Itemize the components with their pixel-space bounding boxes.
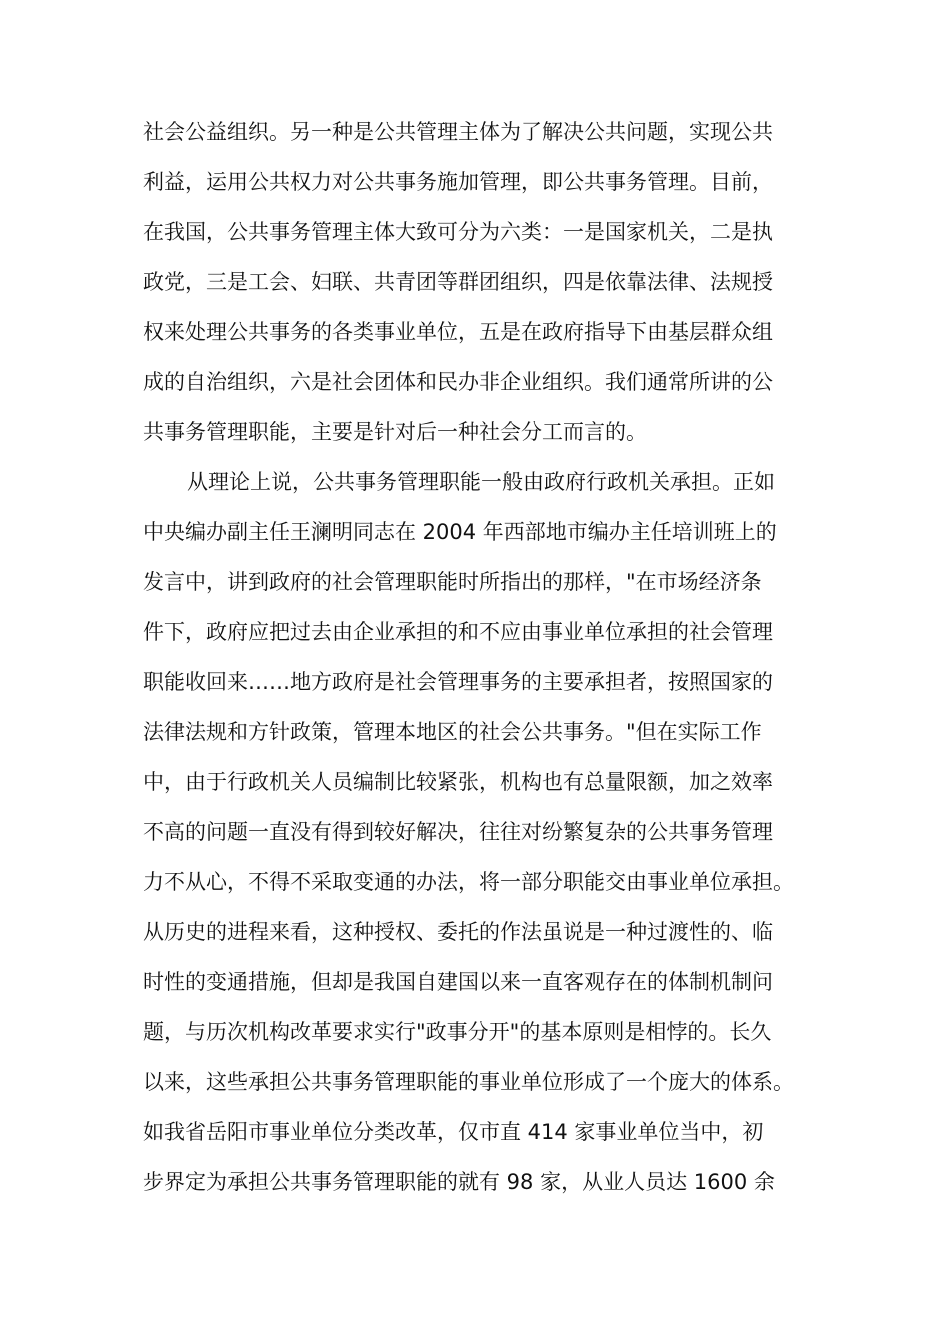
text-line: 步界定为承担公共事务管理职能的就有 98 家，从业人员达 1600 余: [143, 1170, 775, 1194]
text-line: 共事务管理职能，主要是针对后一种社会分工而言的。: [143, 420, 647, 444]
text-line: 发言中，讲到政府的社会管理职能时所指出的那样，"在市场经济条: [143, 570, 762, 594]
text-line: 成的自治组织，六是社会团体和民办非企业组织。我们通常所讲的公: [143, 370, 773, 394]
text-line: 职能收回来……地方政府是社会管理事务的主要承担者，按照国家的: [143, 670, 773, 694]
text-line: 中，由于行政机关人员编制比较紧张，机构也有总量限额，加之效率: [143, 770, 773, 794]
text-line: 以来，这些承担公共事务管理职能的事业单位形成了一个庞大的体系。: [143, 1070, 794, 1094]
text-line: 不高的问题一直没有得到较好解决，往往对纷繁复杂的公共事务管理: [143, 820, 773, 844]
text-line: 在我国，公共事务管理主体大致可分为六类：一是国家机关，二是执: [143, 220, 773, 244]
text-line: 时性的变通措施，但却是我国自建国以来一直客观存在的体制机制问: [143, 970, 773, 994]
text-line: 力不从心，不得不采取变通的办法，将一部分职能交由事业单位承担。: [143, 870, 794, 894]
text-line: 件下，政府应把过去由企业承担的和不应由事业单位承担的社会管理: [143, 620, 773, 644]
text-line: 题，与历次机构改革要求实行"政事分开"的基本原则是相悖的。长久: [143, 1020, 772, 1044]
text-line: 从历史的进程来看，这种授权、委托的作法虽说是一种过渡性的、临: [143, 920, 773, 944]
text-line: 如我省岳阳市事业单位分类改革，仅市直 414 家事业单位当中，初: [143, 1120, 764, 1144]
text-line: 社会公益组织。另一种是公共管理主体为了解决公共问题，实现公共: [143, 120, 773, 144]
text-line: 中央编办副主任王澜明同志在 2004 年西部地市编办主任培训班上的: [143, 520, 777, 544]
text-line: 法律法规和方针政策，管理本地区的社会公共事务。"但在实际工作: [143, 720, 762, 744]
text-line: 利益，运用公共权力对公共事务施加管理，即公共事务管理。目前，: [143, 170, 773, 194]
text-line: 权来处理公共事务的各类事业单位，五是在政府指导下由基层群众组: [143, 320, 773, 344]
text-line: 政党，三是工会、妇联、共青团等群团组织，四是依靠法律、法规授: [143, 270, 773, 294]
paragraph-first-line: 从理论上说，公共事务管理职能一般由政府行政机关承担。正如: [187, 470, 775, 494]
